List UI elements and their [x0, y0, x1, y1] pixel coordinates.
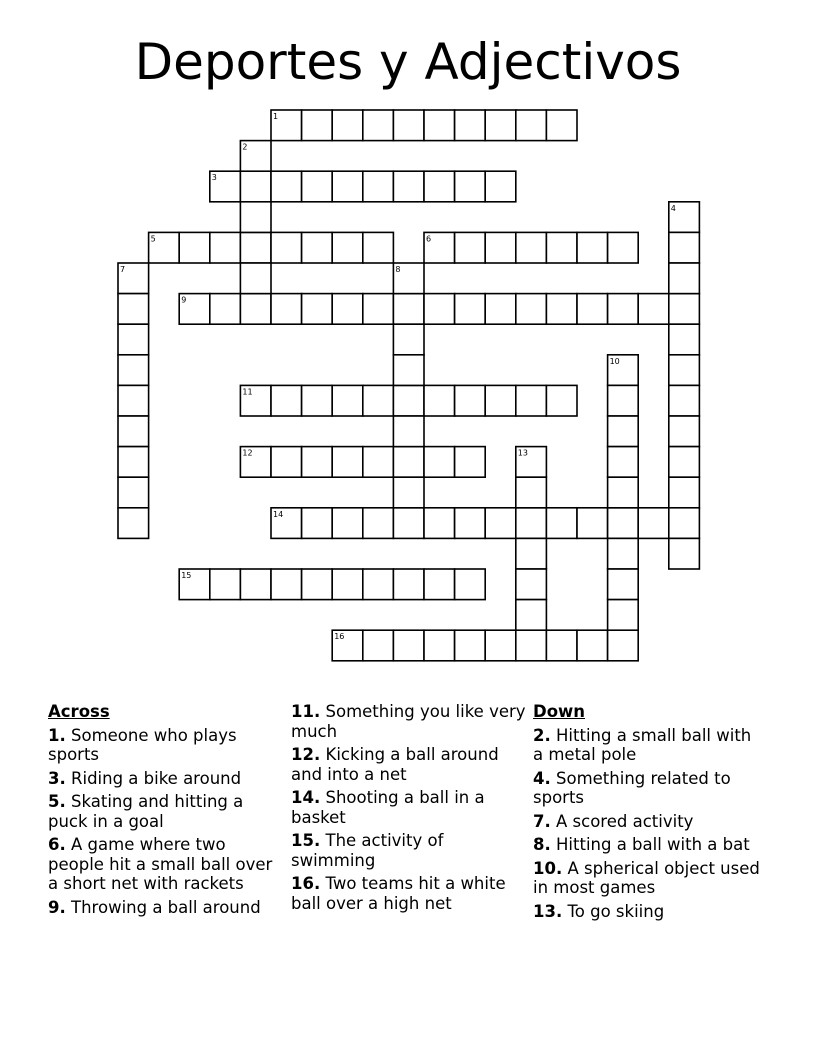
grid-cell[interactable] — [516, 110, 547, 141]
grid-cell[interactable] — [516, 294, 547, 325]
grid-cell[interactable] — [363, 508, 394, 539]
grid-cell[interactable] — [332, 294, 363, 325]
grid-cell[interactable] — [302, 385, 333, 416]
clue-text: Hitting a small ball with a metal pole — [533, 725, 752, 764]
grid-cell[interactable] — [669, 477, 700, 508]
grid-cell[interactable] — [363, 171, 394, 202]
grid-cell[interactable] — [424, 630, 455, 661]
grid-cell[interactable] — [393, 324, 424, 355]
clue-text: Hitting a ball with a bat — [556, 835, 750, 854]
grid-cell[interactable] — [332, 569, 363, 600]
grid-cell[interactable] — [393, 294, 424, 325]
grid-cell[interactable] — [669, 355, 700, 386]
grid-cell[interactable] — [424, 110, 455, 141]
grid-cell[interactable] — [455, 232, 486, 263]
grid-cell[interactable] — [608, 569, 639, 600]
grid-cell[interactable] — [669, 294, 700, 325]
grid-cell[interactable] — [363, 110, 394, 141]
grid-cell[interactable] — [179, 232, 210, 263]
grid-cell[interactable] — [118, 508, 149, 539]
grid-cell[interactable] — [363, 294, 394, 325]
grid-cell[interactable] — [210, 232, 241, 263]
grid-cell[interactable] — [638, 294, 669, 325]
grid-cell[interactable] — [240, 263, 271, 294]
grid-cell[interactable] — [485, 232, 516, 263]
grid-cell[interactable] — [118, 324, 149, 355]
clue-number: 4 — [533, 768, 545, 788]
clue-number: 9 — [48, 897, 60, 917]
clue-down-4: 4. Something related to sports — [533, 768, 731, 807]
grid-cell[interactable] — [455, 294, 486, 325]
grid-cell[interactable] — [516, 569, 547, 600]
grid-cell[interactable] — [516, 232, 547, 263]
grid-cell[interactable] — [393, 477, 424, 508]
grid-cell[interactable] — [669, 538, 700, 569]
grid-cell[interactable] — [424, 385, 455, 416]
grid-cell[interactable] — [210, 294, 241, 325]
clue-number: 16 — [291, 874, 314, 893]
grid-cell[interactable] — [240, 171, 271, 202]
clue-down-10: 10. A spherical object used in most games — [533, 858, 760, 897]
cell-number: 14 — [273, 509, 284, 519]
clue-text: Kicking a ball around and into a net — [291, 745, 499, 784]
grid-cell[interactable] — [302, 447, 333, 478]
grid-cell[interactable] — [118, 294, 149, 325]
clue-number: 11 — [291, 702, 314, 721]
grid-cell[interactable] — [118, 447, 149, 478]
cell-number: 6 — [426, 234, 432, 244]
cell-number: 3 — [211, 173, 217, 183]
grid-cell[interactable] — [393, 508, 424, 539]
puzzle-title: Deportes y Adjectivos — [134, 33, 682, 91]
grid-cell[interactable] — [485, 294, 516, 325]
grid-cell[interactable] — [302, 569, 333, 600]
grid-cell[interactable] — [516, 600, 547, 631]
grid-cell[interactable] — [669, 447, 700, 478]
clue-across-15: 15. The activity of swimming — [291, 831, 444, 870]
grid-cell[interactable] — [455, 569, 486, 600]
clue-number: 1 — [48, 725, 60, 745]
clue-down-8: 8. Hitting a ball with a bat — [533, 835, 750, 854]
clue-text: Skating and hitting a puck in a goal — [48, 792, 244, 831]
grid-cell[interactable] — [363, 385, 394, 416]
cell-number: 5 — [150, 234, 156, 244]
cell-number: 16 — [334, 632, 345, 642]
grid-cell[interactable] — [546, 630, 577, 661]
clue-number: 13 — [533, 901, 556, 921]
grid-cell[interactable] — [393, 171, 424, 202]
grid-cell[interactable] — [455, 171, 486, 202]
cell-number: 7 — [120, 265, 126, 274]
grid-cell[interactable] — [393, 630, 424, 661]
grid-cell[interactable] — [240, 569, 271, 600]
grid-cell[interactable] — [638, 508, 669, 539]
grid-cell[interactable] — [302, 294, 333, 325]
grid-cell[interactable] — [485, 110, 516, 141]
cell-number: 4 — [670, 203, 676, 213]
grid-cell[interactable] — [546, 232, 577, 263]
grid-cell[interactable] — [271, 569, 302, 600]
clue-number: 6 — [48, 835, 60, 854]
clue-down-13: 13. To go skiing — [533, 901, 665, 921]
clue-number: 15 — [291, 831, 314, 850]
clue-number: 10 — [533, 858, 556, 878]
grid-cell[interactable] — [118, 355, 149, 386]
grid-cell[interactable] — [516, 538, 547, 569]
cell-number: 12 — [242, 448, 253, 458]
down-heading: Down — [533, 702, 586, 721]
grid-cell[interactable] — [210, 569, 241, 600]
grid-cell[interactable] — [332, 110, 363, 141]
clue-down-2: 2. Hitting a small ball with a metal pole — [533, 725, 752, 764]
grid-cell[interactable] — [485, 171, 516, 202]
grid-cell[interactable] — [577, 232, 608, 263]
cell-number: 11 — [242, 387, 253, 397]
grid-cell[interactable] — [240, 202, 271, 233]
grid-cell[interactable] — [271, 447, 302, 478]
clue-text: Throwing a ball around — [71, 897, 261, 917]
cell-number: 2 — [242, 142, 248, 152]
clue-number: 3 — [48, 768, 60, 788]
grid-cell[interactable] — [455, 447, 486, 478]
grid-cell[interactable] — [455, 110, 486, 141]
clue-number: 14 — [291, 788, 314, 807]
grid-cell[interactable] — [332, 385, 363, 416]
grid-cell[interactable] — [485, 630, 516, 661]
grid-cell[interactable] — [302, 232, 333, 263]
clue-across-5: 5. Skating and hitting a puck in a goal — [48, 792, 244, 831]
grid-cell[interactable] — [424, 569, 455, 600]
clue-across-3: 3. Riding a bike around — [48, 768, 242, 788]
cell-number: 10 — [609, 356, 620, 366]
clue-text: A game where two people hit a small ball over a short net with rackets — [48, 835, 273, 893]
clue-text: Riding a bike around — [71, 768, 242, 788]
grid-cell[interactable] — [577, 508, 608, 539]
grid-cell[interactable] — [516, 508, 547, 539]
grid-cell[interactable] — [608, 538, 639, 569]
clue-text: To go skiing — [567, 901, 665, 921]
grid-cell[interactable] — [363, 232, 394, 263]
grid-cell[interactable] — [669, 324, 700, 355]
grid-cell[interactable] — [516, 630, 547, 661]
grid-cell[interactable] — [118, 477, 149, 508]
clue-across-9: 9. Throwing a ball around — [48, 897, 261, 917]
grid-cell[interactable] — [669, 263, 700, 294]
clue-text: Someone who plays sports — [48, 725, 237, 764]
grid-cell[interactable] — [577, 630, 608, 661]
across-clues-column-1 — [48, 702, 280, 921]
grid-cell[interactable] — [608, 477, 639, 508]
clue-number: 5 — [48, 792, 60, 811]
clue-number: 8 — [533, 835, 545, 854]
grid-cell[interactable] — [455, 630, 486, 661]
grid-cell[interactable] — [302, 508, 333, 539]
grid-cell[interactable] — [332, 447, 363, 478]
grid-cell[interactable] — [516, 385, 547, 416]
cell-number: 13 — [517, 448, 528, 458]
grid-cell[interactable] — [669, 416, 700, 447]
grid-cell[interactable] — [516, 477, 547, 508]
clue-text: The activity of swimming — [291, 831, 444, 870]
grid-cell[interactable] — [608, 385, 639, 416]
grid-cell[interactable] — [546, 294, 577, 325]
grid-cell[interactable] — [424, 294, 455, 325]
grid-cell[interactable] — [608, 447, 639, 478]
grid-cell[interactable] — [608, 232, 639, 263]
grid-cell[interactable] — [332, 171, 363, 202]
grid-cell[interactable] — [240, 294, 271, 325]
across-clues-column-2 — [291, 702, 526, 917]
grid-cell[interactable] — [332, 232, 363, 263]
clue-across-1: 1. Someone who plays sports — [48, 725, 237, 764]
grid-cell[interactable] — [546, 385, 577, 416]
grid-cell[interactable] — [393, 416, 424, 447]
grid-cell[interactable] — [424, 447, 455, 478]
grid-cell[interactable] — [455, 385, 486, 416]
grid-cell[interactable] — [271, 232, 302, 263]
grid-cell[interactable] — [669, 232, 700, 263]
grid-cell[interactable] — [608, 294, 639, 325]
cell-number: 15 — [181, 571, 192, 580]
grid-cell[interactable] — [271, 294, 302, 325]
across-heading: Across — [48, 702, 110, 721]
grid-cell[interactable] — [393, 569, 424, 600]
clue-across-11: 11. Something you like very much — [291, 702, 526, 741]
clue-across-16: 16. Two teams hit a white ball over a high net — [291, 874, 506, 913]
grid-cell[interactable] — [608, 600, 639, 631]
clue-number: 12 — [291, 745, 314, 764]
grid-cell[interactable] — [608, 416, 639, 447]
grid-cell[interactable] — [455, 508, 486, 539]
clue-text: Two teams hit a white ball over a high net — [291, 874, 506, 913]
cell-number: 1 — [273, 112, 279, 121]
grid-cell[interactable] — [485, 508, 516, 539]
grid-cell[interactable] — [271, 171, 302, 202]
grid-cell[interactable] — [669, 385, 700, 416]
grid-cell[interactable] — [271, 385, 302, 416]
grid-cell[interactable] — [393, 110, 424, 141]
grid-cell[interactable] — [608, 508, 639, 539]
clue-across-12: 12. Kicking a ball around and into a net — [291, 745, 499, 784]
grid-cell[interactable] — [363, 630, 394, 661]
clue-down-7: 7. A scored activity — [533, 811, 694, 831]
grid-cell[interactable] — [424, 171, 455, 202]
clue-across-14: 14. Shooting a ball in a basket — [291, 788, 485, 827]
grid-cell[interactable] — [302, 110, 333, 141]
clue-number: 7 — [533, 811, 545, 831]
clue-across-6: 6. A game where two people hit a small ball over a short net with rackets — [48, 835, 273, 893]
grid-cell[interactable] — [363, 447, 394, 478]
grid-cell[interactable] — [669, 508, 700, 539]
clue-text: A scored activity — [556, 811, 694, 831]
grid-cell[interactable] — [393, 385, 424, 416]
grid-cell[interactable] — [302, 171, 333, 202]
grid-cell[interactable] — [118, 416, 149, 447]
grid-cell[interactable] — [546, 110, 577, 141]
grid-cell[interactable] — [332, 508, 363, 539]
grid-cell[interactable] — [608, 630, 639, 661]
clue-text: Something you like very much — [291, 702, 526, 741]
grid-cell[interactable] — [485, 385, 516, 416]
clue-text: Something related to sports — [533, 768, 731, 807]
clue-number: 2 — [533, 725, 545, 745]
cell-number: 8 — [395, 265, 401, 274]
grid-cell[interactable] — [118, 385, 149, 416]
grid-cell[interactable] — [363, 569, 394, 600]
clue-text: Shooting a ball in a basket — [291, 788, 485, 827]
grid-cell[interactable] — [393, 447, 424, 478]
grid-cell[interactable] — [546, 508, 577, 539]
clue-text: A spherical object used in most games — [533, 858, 760, 897]
grid-cell[interactable] — [240, 232, 271, 263]
down-clues-column — [533, 702, 763, 925]
grid-cell[interactable] — [577, 294, 608, 325]
grid-cell[interactable] — [424, 508, 455, 539]
grid-cell[interactable] — [393, 355, 424, 386]
cell-number: 9 — [181, 295, 187, 305]
